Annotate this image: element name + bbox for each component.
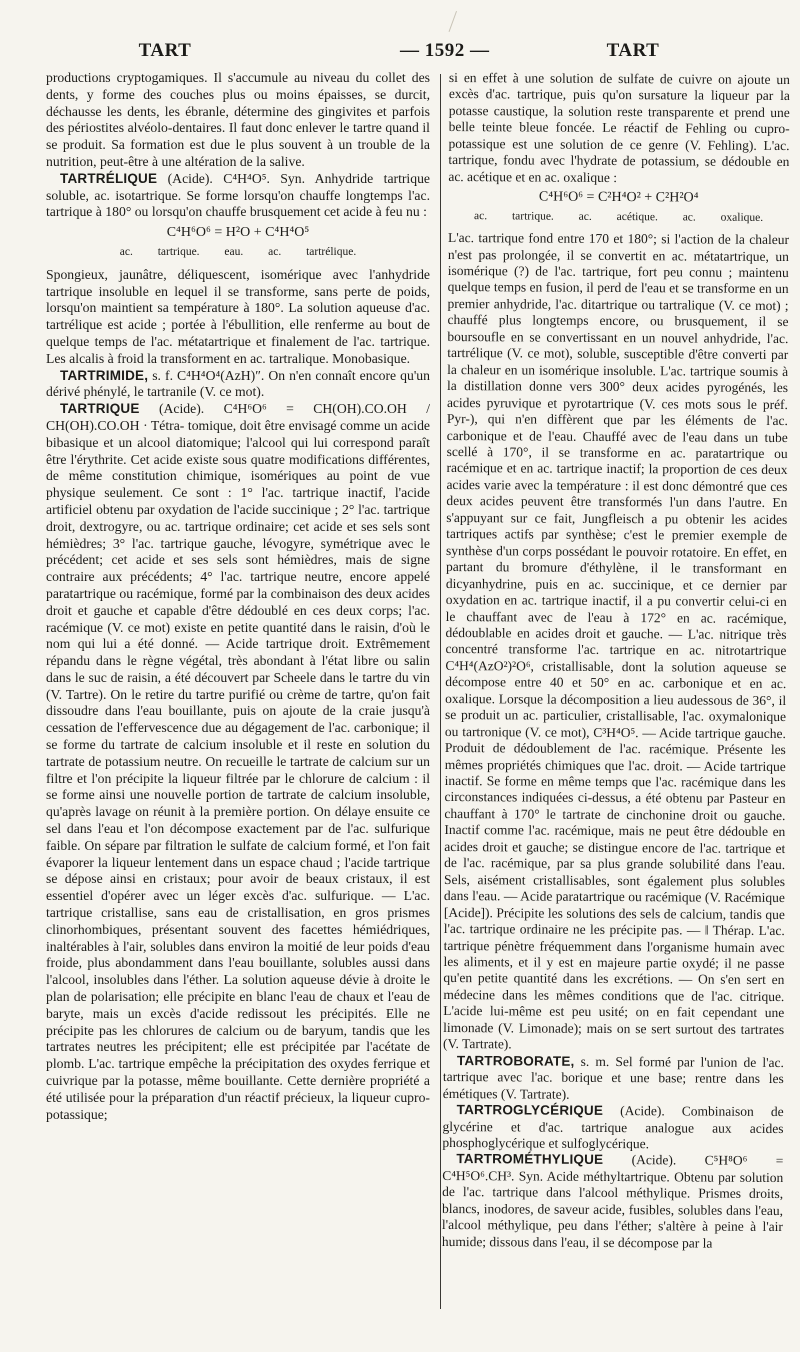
entry-tartrelique <box>46 171 430 221</box>
running-head-left: TART <box>138 40 192 61</box>
equation: C⁴H⁶O⁶ = H²O + C⁴H⁴O⁵ <box>166 225 310 241</box>
right-column <box>441 70 790 1322</box>
entry-text: (Acide). C⁵H⁸O⁶ = C⁴H⁵O⁶.CH³. Syn. Acide méthyltartrique. Obtenu par solution de l'ac. tartrique dans l'alcool méthylique. Prismes droits, blancs, inodores, de saveur acide, fusibles, solubles dans l'eau, l'alcool méthylique, peu dans l'éther; s'altère à peine à l'air humide; dissous dans l'eau, il se décompose par la <box>441 1152 784 1251</box>
headword: TARTRÉLIQUE <box>60 170 158 186</box>
entry-text: (Acide). C⁴H⁴O⁵. Syn. Anhydride tartrique soluble, ac. isotartrique. Se forme lorsqu'on chauffe longtemps l'ac. tartrique à 180° ou lorsqu'on chauffe brusquement cet acide à feu nu : <box>46 170 430 220</box>
entry-text: L'ac. tartrique fond entre 170 et 180°; si l'action de la chaleur n'est pas prolongée, il se convertit en ac. métatartrique, un isomérique (?) de l'ac. tartrique, fort peu connu ; maintenu quelque temps en fusion, il perd de l'eau et se transforme en un premier anhydride, l'ac. ditartrique ou tartralique (V. ce mot) ; chauffé plus longtemps encore, ou brusquement, il se boursoufle en se convertissant en un nouvel anhydride, l'ac. tartrélique (V. ce mot), soluble, susceptible d'être converti par la chaleur en un isomérique insoluble. L'ac. tartrique soumis à la distillation donne vers 300° deux acides pyrogénés, les acides pyruvique et pyrotartrique (V. ces mots sous le préf. Pyr-), qui n'en diffèrent que par les éléments de l'ac. carbonique et de l'eau. Chauffé avec de l'eau dans un tube scellé à 170°, il se transforme en ac. paratartrique ou racémique et en ac. tartrique inactif; la proportion de ces deux acides varie avec la température : il est donc démontré que ces deux acides peuvent être transformés l'un dans l'autre. En s'appuyant sur ce fait, Jungfleisch a pu obtenir les acides tartriques actifs par synthèse; c'est le premier exemple de synthèse d'un corps possédant le pouvoir rotatoire. En effet, en partant du bromure d'éthylène, il le transformant en dicyanhydrine, puis en ac. succinique, et ce dernier par oxydation en ac. tartrique inactif, il a pu convertir celui-ci en le chauffant avec de l'eau à 172° en ac. racémique, dédoublable en acides droit et gauche. — L'ac. nitrique très concentré transforme l'ac. tartrique en ac. nitrotartrique C⁴H⁴(AzO²)²O⁶, cristallisable, dont la solution aqueuse se décompose entre 40 et 50° en ac. carbonique et en ac. oxalique. Lorsque la décomposition a lieu audessous de 36°, il se produit un ac. particulier, cristallisable, l'ac. oxymalonique ou tartronique (V. ce mot), C³H⁴O⁵. — Acide tartrique gauche. Produit de dédoublement de l'ac. racémique. Présente les mêmes propriétés chimiques que l'ac. droit. — Acide tartrique inactif. Se forme en même temps que l'ac. racémique dans les circonstances indiquées ci-dessus, a été obtenu par Pasteur en chauffant à 170° le tartrate de cinchonine droit ou gauche. Inactif comme l'ac. racémique, mais ne peut être dédouble en acides droit et gauche; se distingue encore de l'ac. tartrique et de l'ac. racémique, par sa plus grande solubilité dans l'eau. Sels, aisément cristallisables, sont également plus solubles dans l'eau. — Acide paratartrique ou racémique (V. Racémique [Acide]). Précipite les solutions des sels de calcium, tandis que l'ac. tartrique ordinaire ne les précipite pas. — ‖ Thérap. L'ac. tartrique pénètre fréquemment dans l'organisme humain avec les aliments, et il y est en majeure partie oxydé; il ne passe qu'en petite quantité dans les excrétions. — On s'en sert en médecine dans les mêmes conditions que de l'ac. citrique. L'acide lui-même est peu usité; on en fait cependant une limonade (V. Limonade); mais on se sert surtout des tartrates (V. Tartrate). <box>443 230 790 1052</box>
entry-tartroglycerique <box>442 1102 783 1153</box>
ink-mark <box>449 11 466 35</box>
entry-text: Spongieux, jaunâtre, déliquescent, isomérique avec l'anhydride tartrique insoluble en lequel il se transforme, sans perte de poids, lorsqu'on maintient sa température à 180°. La solution aqueuse d'ac. tartrélique est acide ; portée à l'ébullition, elle renferme au bout de quelque temps de l'ac. métatartrique et finalement de l'ac. tartrique. Les alcalis à froid la transforment en ac. tartralique. Monobasique. <box>46 266 430 366</box>
equation-labels: ac. tartrique. ac. acétique. ac. oxalique. <box>474 209 764 224</box>
headword: TARTRIMIDE, <box>60 367 149 383</box>
page-number: — 1592 — <box>400 40 490 61</box>
entry-text: s. m. Sel formé par l'union de l'ac. tartrique avec l'ac. borique et une base; rentre dans les émétiques (V. Tartrate). <box>442 1053 784 1102</box>
entry-tartrimide <box>46 368 430 402</box>
headword: TARTROMÉTHYLIQUE <box>456 1151 604 1168</box>
formula: (Acide). C⁴H⁶O⁶ = CH(OH).CO.OH / CH(OH).CO.OH · Tétra- <box>46 401 430 433</box>
column-divider <box>440 74 441 1309</box>
equation-labels: ac. tartrique. eau. ac. tartrélique. <box>119 245 357 258</box>
entry-text: tomique, doit être envisagé comme un acide bibasique et un alcool diatomique; l'alcool qui lui correspond paraît être l'érythrite. Cet acide existe sous quatre modifications différentes, de même constitution chimique, isomériques au point de vue physique seulement. Ce sont : 1° l'ac. tartrique inactif, l'acide artificiel obtenu par oxydation de l'acide succinique ; 2° l'ac. tartrique droit, dextrogyre, ou ac. tartrique ordinaire; cet acide et ses sels sont hémièdres; 3° l'ac. tartrique gauche, lévogyre, symétrique avec le précédent; cet acide et ses sels sont hémièdres, mais de signe contraire aux précédents; 4° l'ac. tartrique neutre, encore appelé paratartrique ou racémique, formé par la combinaison des deux acides droit et gauche et capable d'être dédoublé en ces deux corps; l'ac. racémique (V. ce mot) existe en petite quantité dans le raisin, d'où le nom qui lui a été donné. — Acide tartrique droit. Extrêmement répandu dans le règne végétal, très abondant à l'état libre ou salin dans le suc de raisin, a été découvert par Scheele dans le tartre du vin (V. Tartre). On le retire du tartre purifié ou crème de tartre, qu'on fait dissoudre dans l'eau bouillante, puis on ajoute de la craie jusqu'à cessation de l'effervescence due au dégagement de l'ac. carbonique; il se forme du tartrate de calcium insoluble et il reste en solution du tartrate de potassium neutre. On recueille le tartrate de calcium sur un filtre et l'on précipite la liqueur filtrée par le chlorure de calcium : il se forme ainsi une nouvelle portion de tartrate de calcium insoluble, qu'après lavage on réunit à la première portion. On délaye ensuite ce sel dans l'eau et l'on décompose exactement par de l'ac. sulfurique faible. On sépare par filtration le sulfate de calcium formé, et l'on fait évaporer la liqueur lentement dans un espace chaud ; l'acide tartrique se dépose ainsi en cristaux; pour avoir de beaux cristaux, il est essentiel d'opérer avec un léger excès d'ac. sulfurique. — L'ac. tartrique cristallise, sans eau de cristallisation, en gros prismes clinorhombiques, présentant souvent des facettes hémiédriques, inaltérables à l'air, solubles dans environ la moitié de leur poids d'eau froide, plus abondamment dans l'eau bouillante, solubles aussi dans l'alcool, insolubles dans l'éther. La solution aqueuse dévie à droite le plan de polarisation; elle précipite en blanc l'eau de chaux et l'eau de baryte, mais un excès d'acide redissout les précipités. Elle ne précipite pas les chlorures de calcium ou de baryum, tandis que les tartrates neutres les précipitent; elle est précipitée par l'acétate de plomb. L'ac. tartrique empêche la précipitation des oxydes ferrique et cuivrique par la potasse, même bouillante. Cette dernière propriété a été utilisée pour la préparation d'un réactif précieux, la liqueur cupro-potassique; <box>46 417 430 1122</box>
entry-text: (Acide). Combinaison de glycérine et d'ac. tartrique analogue aux acides phosphoglycérique et sulfoglycérique. <box>442 1103 784 1152</box>
headword: TARTRIQUE <box>60 401 140 417</box>
continued-paragraph: productions cryptogamiques. Il s'accumule au niveau du collet des dents, y forme des couches plus ou moins épaisses, se durcit, déchausse les dents, les ébranle, détermine des gingivites et parfois des périostites alvéolo-dentaires. Il faut donc enlever le tartre quand il se produit. Sa formation est due le plus souvent à un trouble de la nutrition, peut-être à une altération de la salive. <box>46 70 430 169</box>
left-column <box>46 70 430 1320</box>
running-head-right: TART <box>606 40 660 61</box>
entry-tartrique <box>46 401 430 1123</box>
headword: TARTROBORATE, <box>456 1052 575 1069</box>
entry-tartromethylique <box>442 1151 784 1252</box>
entry-text: si en effet à une solution de sulfate de cuivre on ajoute un excès d'ac. tartrique, puis qu'on sursature la liqueur par la potasse caustique, la solution reste transparente et prend une belle teinte bleue foncée. Le réactif de Fehling ou cupro-potassique est une solution de ce genre (V. Fehling). L'ac. tartrique, fondu avec l'hydrate de potassium, se dédouble en ac. acétique et en ac. oxalique : <box>448 70 790 185</box>
running-head <box>70 40 750 64</box>
entry-tartroborate <box>443 1053 784 1104</box>
headword: TARTROGLYCÉRIQUE <box>456 1102 604 1119</box>
entry-text: s. f. C⁴H⁴O⁴(AzH)″. On n'en connaît encore qu'un dérivé phénylé, le tartranile (V. ce mot). <box>46 367 430 400</box>
equation: C⁴H⁶O⁶ = C²H⁴O² + C²H²O⁴ <box>538 189 699 206</box>
